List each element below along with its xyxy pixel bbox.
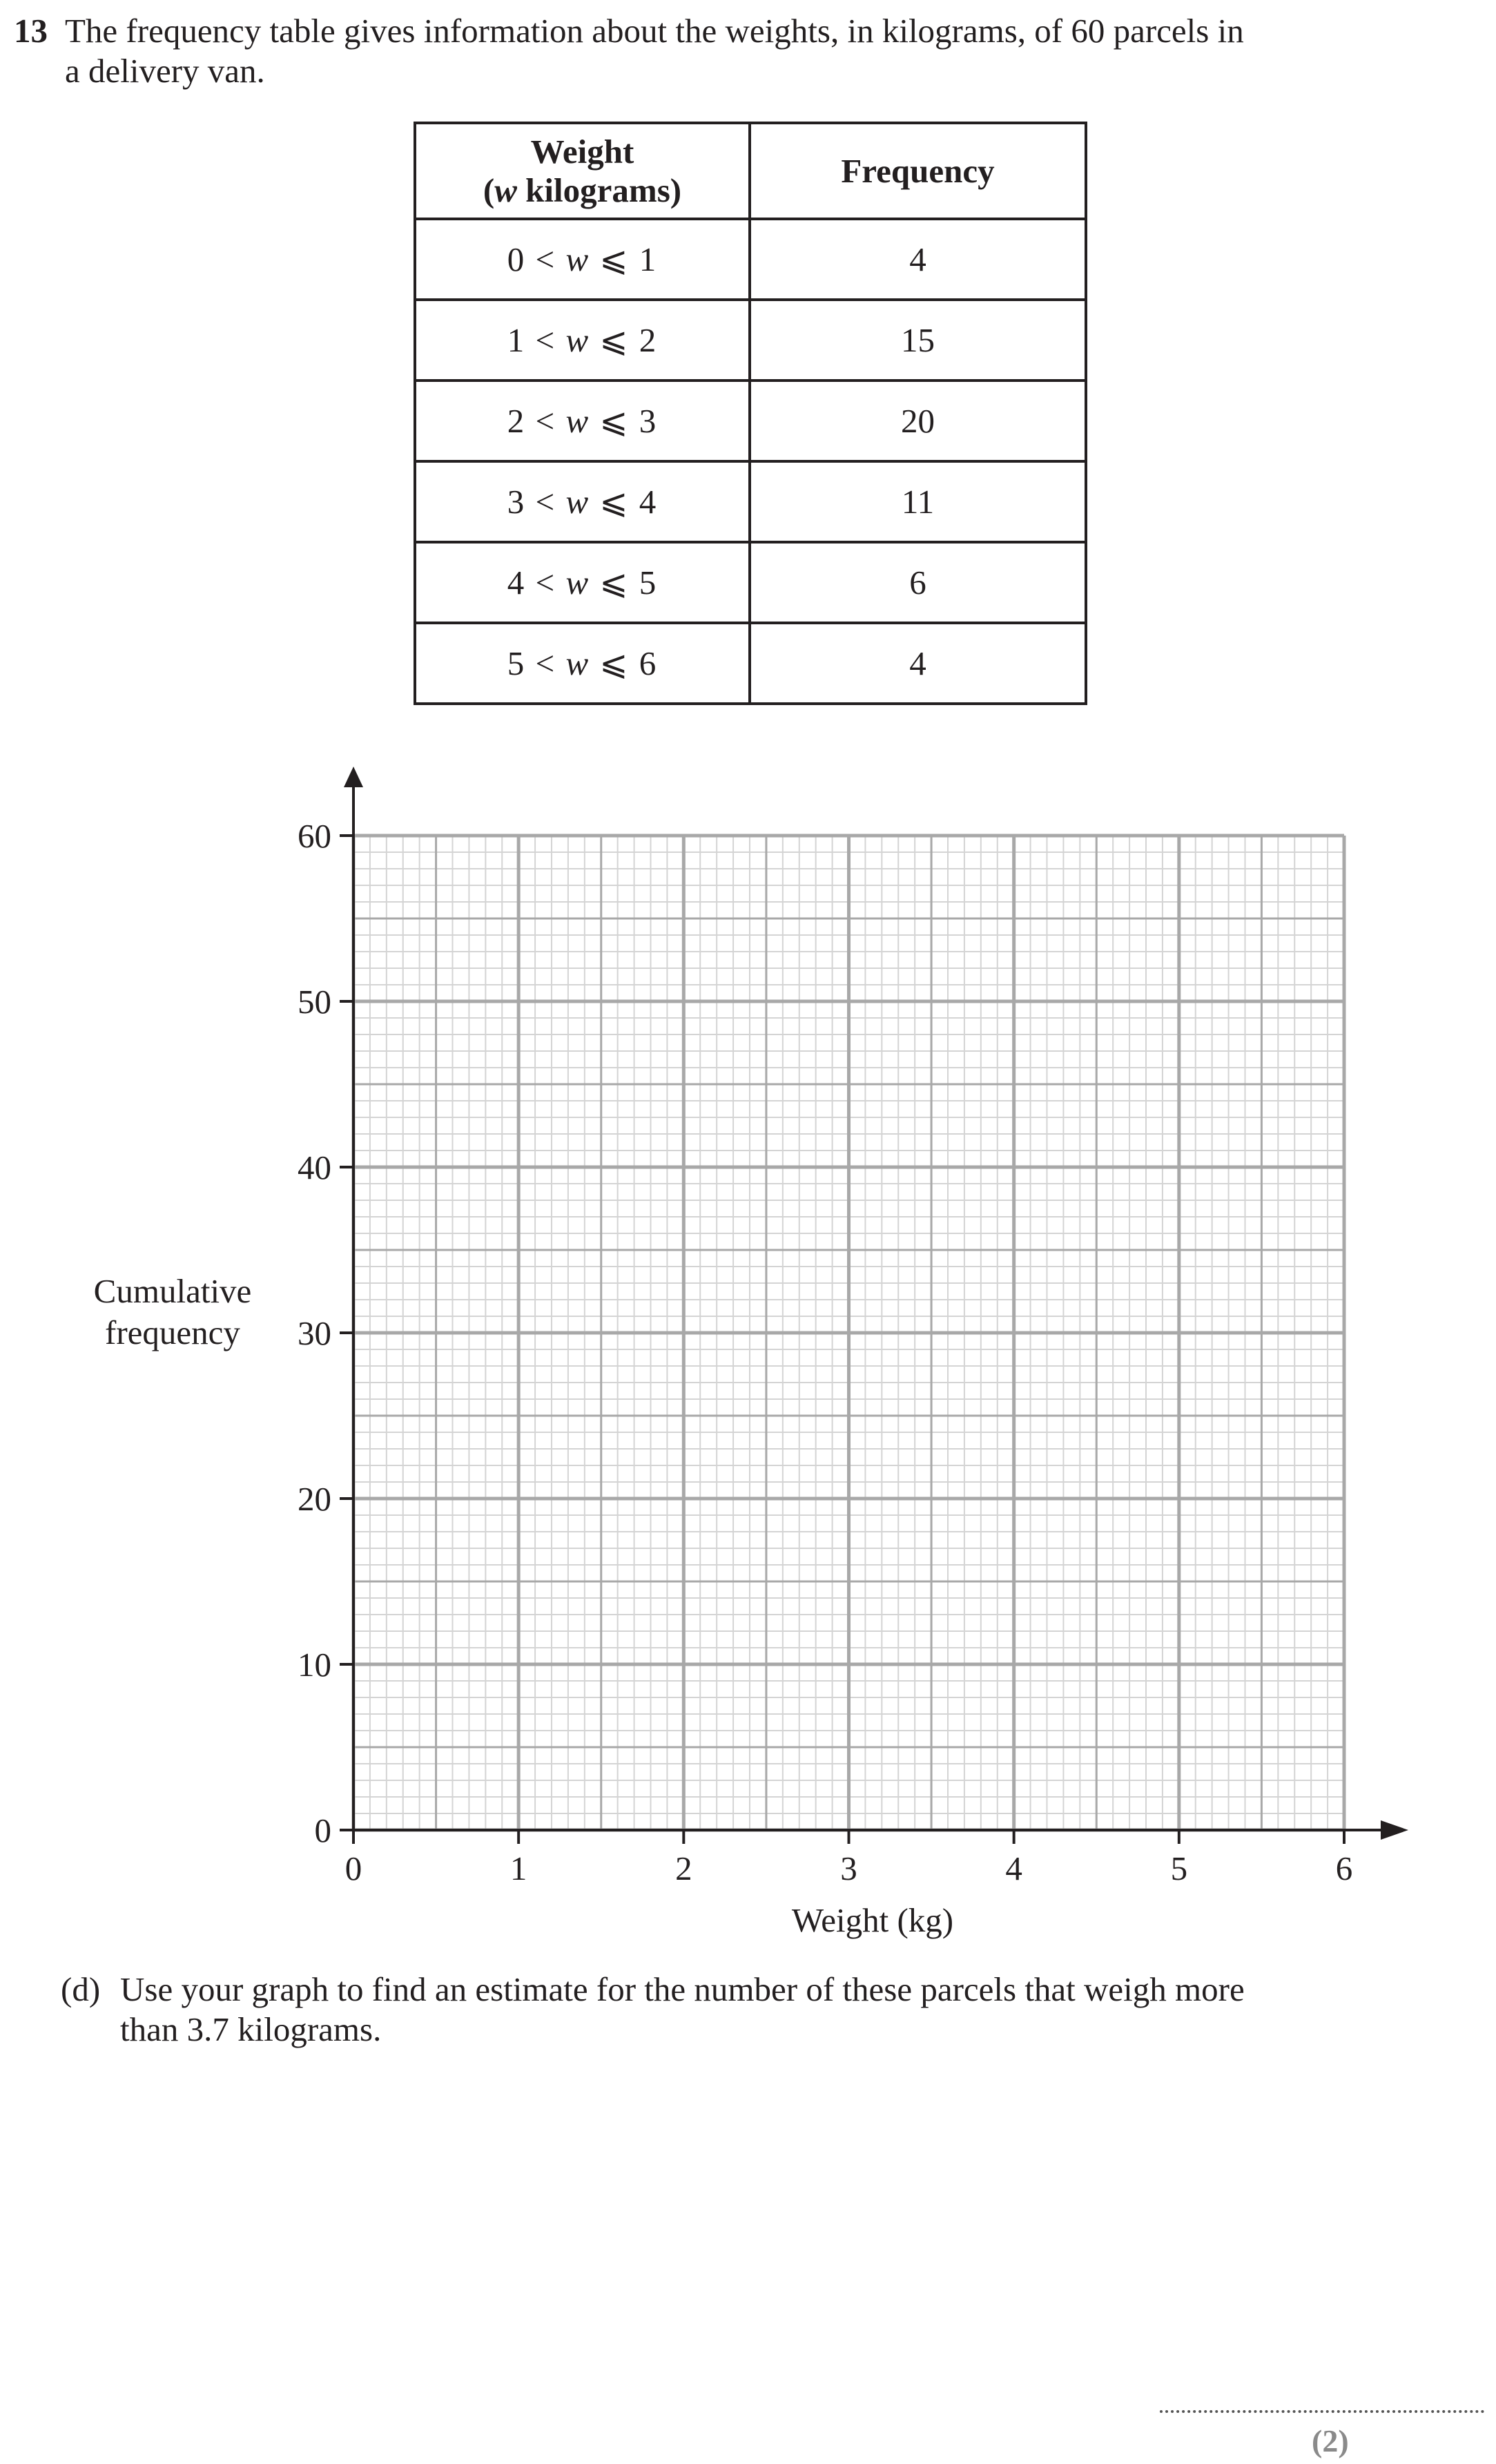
frequency-cell: 15 xyxy=(750,300,1086,381)
less-than-symbol: < xyxy=(535,564,556,601)
marks-indicator: (2) xyxy=(1312,2423,1349,2458)
interval-upper-bound: 5 xyxy=(639,564,658,601)
x-tick-label: 6 xyxy=(1335,1849,1353,1887)
cumulative-frequency-chart xyxy=(0,746,1496,1961)
question-line-2: a delivery van. xyxy=(65,52,265,90)
x-tick-label: 5 xyxy=(1170,1849,1188,1887)
less-than-symbol: < xyxy=(535,321,556,359)
x-axis-label: Weight (kg) xyxy=(791,1901,954,1939)
frequency-column-header: Frequency xyxy=(750,123,1086,219)
chart-grid-svg xyxy=(0,746,1496,1961)
question-text xyxy=(14,11,1395,91)
frequency-cell: 11 xyxy=(750,461,1086,542)
y-axis-label-line-1: Cumulative xyxy=(93,1272,252,1310)
interval-lower-bound: 0 xyxy=(507,240,526,278)
y-axis-label xyxy=(69,1271,276,1354)
answer-line[interactable] xyxy=(1160,2410,1484,2413)
less-than-symbol: < xyxy=(535,402,556,440)
interval-upper-bound: 4 xyxy=(639,483,658,521)
part-d-question xyxy=(61,1970,1441,2050)
less-than-symbol: < xyxy=(535,240,556,278)
x-tick-label: 3 xyxy=(840,1849,857,1887)
y-axis-arrow-icon xyxy=(344,767,363,787)
interval-upper-bound: 3 xyxy=(639,402,658,440)
y-tick-label: 50 xyxy=(298,983,331,1021)
table-row xyxy=(415,623,1086,704)
less-or-equal-symbol: ⩽ xyxy=(599,483,630,521)
interval-upper-bound: 2 xyxy=(639,321,658,359)
weight-interval-cell xyxy=(415,623,750,704)
weight-interval-cell xyxy=(415,461,750,542)
frequency-cell: 4 xyxy=(750,623,1086,704)
y-tick-label: 60 xyxy=(298,817,331,855)
weight-interval-cell xyxy=(415,219,750,300)
table-row xyxy=(415,381,1086,461)
frequency-cell: 4 xyxy=(750,219,1086,300)
table-row xyxy=(415,219,1086,300)
interval-variable: w xyxy=(565,483,590,521)
x-tick-label: 2 xyxy=(675,1849,692,1887)
less-or-equal-symbol: ⩽ xyxy=(599,240,630,278)
table-body xyxy=(415,219,1086,704)
interval-lower-bound: 2 xyxy=(507,402,526,440)
y-axis-label-line-2: frequency xyxy=(105,1313,240,1351)
x-tick-label: 1 xyxy=(509,1849,527,1887)
interval-lower-bound: 4 xyxy=(507,564,526,601)
weight-interval-cell xyxy=(415,381,750,461)
weight-header-unit: kilograms) xyxy=(516,171,682,209)
less-or-equal-symbol: ⩽ xyxy=(599,564,630,601)
table-row xyxy=(415,542,1086,623)
less-or-equal-symbol: ⩽ xyxy=(599,644,630,682)
table-row xyxy=(415,300,1086,381)
weight-interval-cell xyxy=(415,300,750,381)
y-tick-label: 40 xyxy=(298,1148,331,1186)
less-or-equal-symbol: ⩽ xyxy=(599,402,630,440)
question-number: 13 xyxy=(14,12,48,50)
part-d-letter: (d) xyxy=(61,1970,101,2008)
y-tick-label: 0 xyxy=(314,1811,331,1849)
table-row xyxy=(415,461,1086,542)
interval-variable: w xyxy=(565,644,590,682)
interval-lower-bound: 3 xyxy=(507,483,526,521)
frequency-cell: 6 xyxy=(750,542,1086,623)
y-tick-label: 20 xyxy=(298,1480,331,1518)
frequency-table xyxy=(414,122,1087,705)
y-tick-label: 10 xyxy=(298,1646,331,1684)
part-d-line-2: than 3.7 kilograms. xyxy=(120,2010,382,2048)
frequency-cell: 20 xyxy=(750,381,1086,461)
x-tick-label: 4 xyxy=(1005,1849,1022,1887)
interval-variable: w xyxy=(565,402,590,440)
weight-header-line-1: Weight xyxy=(530,132,634,171)
interval-variable: w xyxy=(565,321,590,359)
question-line-1: The frequency table gives information about the weights, in kilograms, of 60 parcels in xyxy=(65,12,1244,50)
weight-column-header xyxy=(415,123,750,219)
interval-variable: w xyxy=(565,240,590,278)
weight-header-variable: w xyxy=(494,171,517,209)
weight-interval-cell xyxy=(415,542,750,623)
less-or-equal-symbol: ⩽ xyxy=(599,321,630,359)
less-than-symbol: < xyxy=(535,483,556,521)
table-header-row xyxy=(415,123,1086,219)
interval-upper-bound: 6 xyxy=(639,644,658,682)
weight-header-line-2 xyxy=(416,171,748,210)
interval-lower-bound: 5 xyxy=(507,644,526,682)
interval-variable: w xyxy=(565,564,590,601)
x-tick-label: 0 xyxy=(344,1849,362,1887)
less-than-symbol: < xyxy=(535,644,556,682)
interval-upper-bound: 1 xyxy=(639,240,658,278)
part-d-line-1: Use your graph to find an estimate for the number of these parcels that weigh more xyxy=(120,1970,1245,2008)
y-tick-label: 30 xyxy=(298,1314,331,1352)
x-axis-arrow-icon xyxy=(1381,1820,1408,1840)
interval-lower-bound: 1 xyxy=(507,321,526,359)
weight-header-open-paren: ( xyxy=(483,171,495,209)
